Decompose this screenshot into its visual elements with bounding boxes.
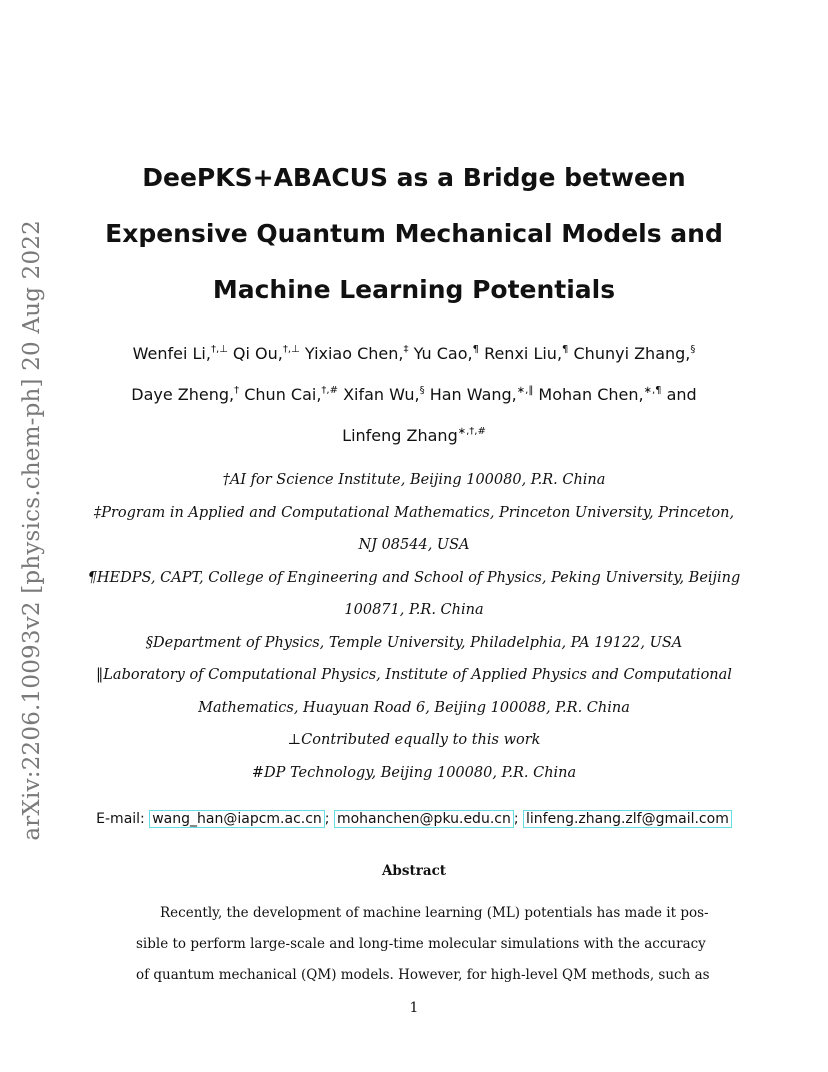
author-marks: ∗,¶ [643, 385, 662, 396]
affiliation-line: #DP Technology, Beijing 100080, P.R. China [251, 764, 577, 781]
title-line: DeePKS+ABACUS as a Bridge between [142, 163, 686, 192]
author-marks: † [234, 385, 240, 396]
author-marks: ∗,‖ [516, 385, 534, 396]
email-link-wang[interactable]: wang_han@iapcm.ac.cn [149, 810, 325, 828]
page-number: 1 [409, 1000, 419, 1016]
author-line [60, 333, 768, 374]
author-name: Daye Zheng, [131, 385, 235, 404]
author-marks: ¶ [562, 344, 569, 355]
affiliation-line: ⊥Contributed equally to this work [287, 732, 541, 748]
affiliation-line: §Department of Physics, Temple University, Philadelphia, PA 19122, USA [145, 634, 683, 651]
author-name: Chun Cai, [244, 385, 322, 404]
email-separator: ; [513, 811, 519, 827]
author-marks: ‡ [403, 344, 409, 355]
affiliation-line: ‖Laboratory of Computational Physics, Institute of Applied Physics and Computational [96, 667, 732, 683]
author-list [60, 333, 768, 456]
author-name: Qi Ou, [232, 344, 283, 363]
author-marks: § [690, 344, 696, 355]
arxiv-sidebar [14, 219, 50, 841]
abstract-line: of quantum mechanical (QM) models. However, for high-level QM methods, such as [136, 967, 710, 983]
author-marks: § [419, 385, 425, 396]
author-line [60, 415, 768, 456]
affiliation-line: ‡Program in Applied and Computational Mathematics, Princeton University, Princeton, [93, 504, 735, 521]
author-name: Renxi Liu, [484, 344, 563, 363]
author-name: Xifan Wu, [343, 385, 420, 404]
abstract-line: sible to perform large-scale and long-time molecular simulations with the accuracy [136, 936, 706, 952]
author-name: Yu Cao, [413, 344, 473, 363]
author-name: Linfeng Zhang [342, 426, 458, 445]
author-marks: ¶ [472, 344, 479, 355]
affiliation-line: NJ 08544, USA [358, 537, 470, 553]
author-marks: ∗,†,# [457, 426, 486, 437]
author-conjunction: and [666, 385, 697, 404]
author-marks: †,⊥ [282, 344, 300, 355]
email-link-zhang[interactable]: linfeng.zhang.zlf@gmail.com [523, 810, 732, 828]
author-marks: †,⊥ [210, 344, 228, 355]
author-name: Mohan Chen, [538, 385, 644, 404]
title-line: Machine Learning Potentials [212, 275, 616, 304]
affiliation-line: †AI for Science Institute, Beijing 100080, P.R. China [222, 472, 606, 488]
affiliations [80, 464, 748, 789]
abstract-line: Recently, the development of machine learning (ML) potentials has made it pos- [160, 905, 709, 921]
email-link-chen[interactable]: mohanchen@pku.edu.cn [334, 810, 514, 828]
author-name: Wenfei Li, [132, 344, 211, 363]
arxiv-identifier: arXiv:2206.10093v2 [physics.chem-ph] 20 Aug 2022 [19, 219, 45, 841]
author-name: Han Wang, [429, 385, 517, 404]
author-line [60, 374, 768, 415]
email-label: E-mail: [96, 811, 145, 827]
affiliation-line: ¶HEDPS, CAPT, College of Engineering and School of Physics, Peking University, Beijing [87, 569, 741, 586]
abstract-body [136, 898, 710, 991]
email-line [60, 808, 768, 830]
affiliation-line: 100871, P.R. China [344, 602, 484, 618]
affiliation-line: Mathematics, Huayuan Road 6, Beijing 100088, P.R. China [198, 699, 630, 716]
title-line: Expensive Quantum Mechanical Models and [105, 219, 723, 248]
author-marks: †,# [321, 385, 338, 396]
author-name: Yixiao Chen, [304, 344, 404, 363]
paper-title [60, 150, 768, 318]
author-name: Chunyi Zhang, [573, 344, 691, 363]
abstract-heading: Abstract [381, 863, 447, 879]
email-separator: ; [324, 811, 330, 827]
